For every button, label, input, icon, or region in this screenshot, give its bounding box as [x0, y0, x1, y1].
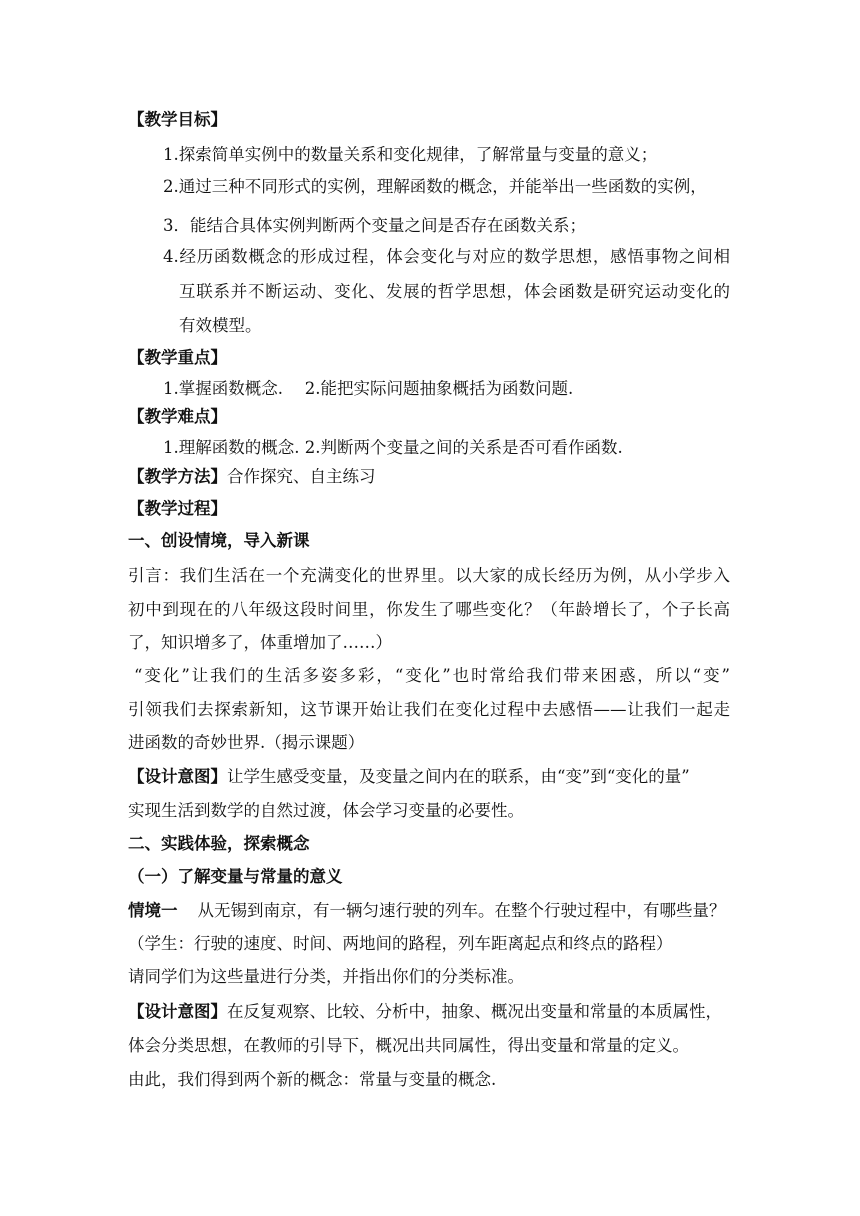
- difficulties-heading: 【教学难点】: [128, 407, 227, 426]
- design-intent-1-line-1: [128, 765, 730, 789]
- classify-prompt: 请同学们为这些量进行分类，并指出你们的分类标准。: [128, 967, 524, 986]
- student-answer: （学生：行驶的速度、时间、两地间的路程，列车距离起点和终点的路程）: [128, 934, 673, 953]
- intro-line-2: 初中到现在的八年级这段时间里，你发生了哪些变化？（年龄增长了，个子长高: [128, 600, 730, 619]
- key-points-heading: 【教学重点】: [128, 348, 227, 367]
- design-intent-1-text: 让学生感受变量，及变量之间内在的联系，由“变”到“变化的量”: [227, 767, 690, 786]
- methods-text: 合作探究、自主练习: [227, 467, 376, 486]
- design-intent-1-line-2: 实现生活到数学的自然过渡，体会学习变量的必要性。: [128, 801, 524, 820]
- change-line-3: 进函数的奇妙世界.（揭示课题）: [128, 733, 365, 752]
- design-intent-1-label: 【设计意图】: [128, 767, 227, 786]
- objective-item-4-line-3: 有效模型。: [179, 316, 262, 335]
- section-1-title: 一、创设情境，导入新课: [128, 531, 310, 550]
- design-intent-2-label: 【设计意图】: [128, 1002, 227, 1021]
- objective-item-4-line-1: 4.经历函数概念的形成过程，体会变化与对应的数学思想，感悟事物之间相: [163, 247, 730, 266]
- intro-line-3: 了，知识增多了，体重增加了……）: [128, 633, 392, 652]
- section-2-title: 二、实践体验，探索概念: [128, 834, 310, 853]
- change-line-1: “变化”让我们的生活多姿多彩，“变化”也时常给我们带来困惑，所以“变”: [134, 666, 730, 685]
- process-heading: 【教学过程】: [128, 499, 227, 518]
- key-points-line: 1.掌握函数概念. 2.能把实际问题抽象概括为函数问题.: [163, 379, 574, 398]
- conclusion-line: 由此，我们得到两个新的概念：常量与变量的概念.: [128, 1070, 497, 1089]
- change-line-2: 引领我们去探索新知，这节课开始让我们在变化过程中去感悟——让我们一起走: [128, 700, 730, 719]
- objectives-heading: 【教学目标】: [128, 110, 227, 129]
- objective-item-2: 2.通过三种不同形式的实例，理解函数的概念，并能举出一些函数的实例，: [163, 177, 707, 196]
- scenario-1-label: 情境一: [128, 901, 178, 920]
- subsection-1-title: （一）了解变量与常量的意义: [128, 867, 343, 886]
- objective-item-3: 3．能结合具体实例判断两个变量之间是否存在函数关系；: [163, 216, 586, 235]
- objective-item-4-line-2: 互联系并不断运动、变化、发展的哲学思想，体会函数是研究运动变化的: [179, 282, 730, 301]
- design-intent-2-line-1: [128, 1000, 722, 1024]
- scenario-1-text: 从无锡到南京，有一辆匀速行驶的列车。在整个行驶过程中，有哪些量？: [197, 901, 726, 920]
- intro-line-1: 引言：我们生活在一个充满变化的世界里。以大家的成长经历为例，从小学步入: [128, 566, 730, 585]
- difficulties-line: 1.理解函数的概念. 2.判断两个变量之间的关系是否可看作函数.: [163, 438, 623, 457]
- objective-item-1: 1.探索简单实例中的数量关系和变化规律，了解常量与变量的意义；: [163, 145, 658, 164]
- scenario-1-line: [128, 899, 726, 923]
- design-intent-2-text: 在反复观察、比较、分析中，抽象、概况出变量和常量的本质属性，: [227, 1002, 722, 1021]
- methods-heading: 【教学方法】: [128, 467, 227, 486]
- methods-line: [128, 465, 376, 489]
- design-intent-2-line-2: 体会分类思想，在教师的引导下，概况出共同属性，得出变量和常量的定义。: [128, 1036, 689, 1055]
